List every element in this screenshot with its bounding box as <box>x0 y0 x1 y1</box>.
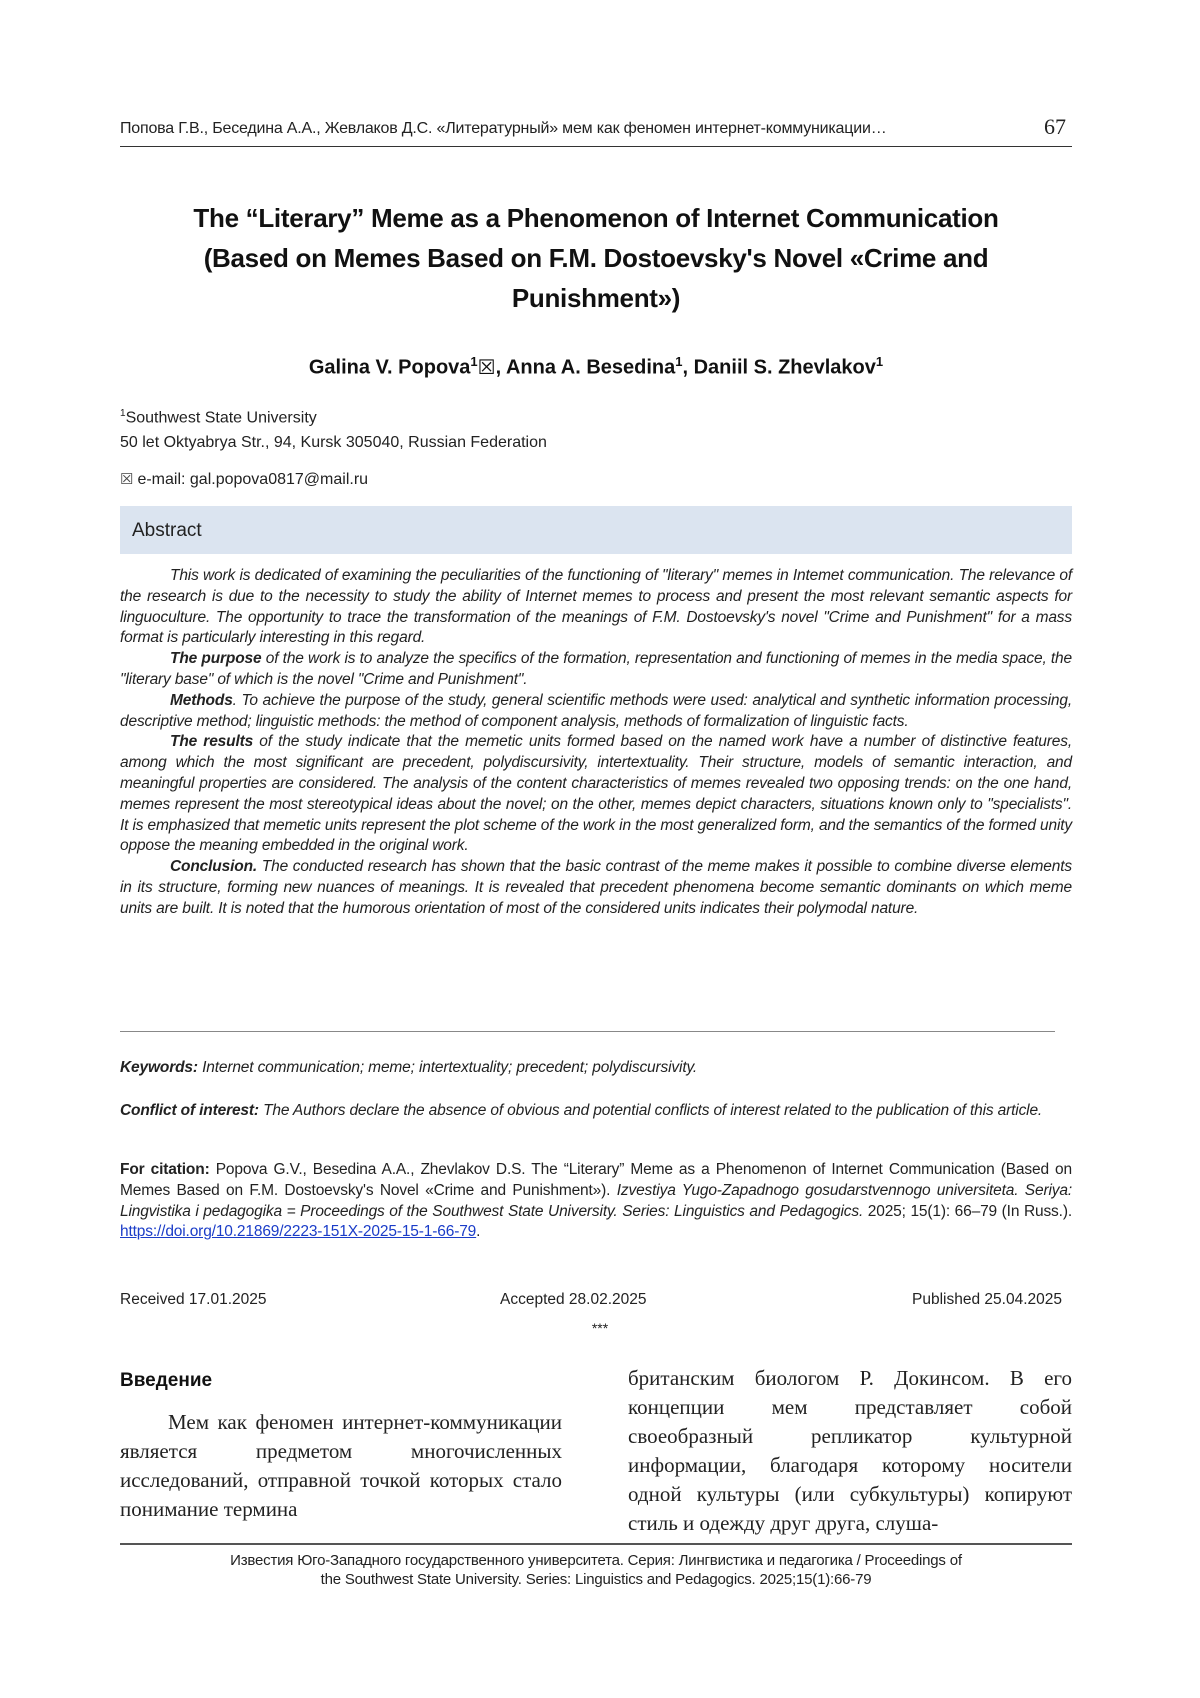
title-line-3: Punishment») <box>511 283 681 313</box>
author-affiliation-sup: 1 <box>875 354 884 369</box>
publication-dates <box>120 1291 1072 1313</box>
abstract-methods <box>120 691 1072 733</box>
author-list: Galina V. Popova$^1$☒, Anna A. Besedina$^1$, Daniil S. Zhevlakov$^1$ <box>308 354 884 379</box>
affiliation-sup: 1 <box>120 408 126 419</box>
citation-label: For citation: <box>120 1161 210 1178</box>
page-number: 67 <box>1044 114 1066 139</box>
abstract-purpose <box>120 649 1072 691</box>
citation-plain: Popova G.V., Besedina A.A., Zhevlakov D.S. The “Literary” Meme as a Phenomenon of Internet Communication (Based on Memes Based on F.M. Dostoevsky's Novel «Crime and Punishment»). <box>120 1161 1072 1199</box>
conclusion-text: The conducted research has shown that the basic contrast of the meme makes it possible to combine diverse elements in its structure, forming new nuances of meanings. It is revealed that precedent phenomena become semantic dominants on which meme units are built. It is noted that the humorous orientation of most of the considered units indicates their polymodal nature. <box>120 858 1072 917</box>
introduction-left-column: Мем как феномен интернет-коммуникации является предметом многочисленных исследований, отправной точкой которых стало понимание термина <box>120 1410 562 1521</box>
institution-name: Southwest State University <box>125 409 317 427</box>
envelope-icon: ☒ <box>120 471 134 488</box>
doi-link[interactable]: https://doi.org/10.21869/2223-151X-2025-15-1-66-79 <box>120 1223 477 1241</box>
email-line <box>120 470 368 489</box>
email-text[interactable]: e-mail: gal.popova0817@mail.ru <box>137 471 369 488</box>
citation-block <box>120 1160 1072 1243</box>
conclusion-label: Conclusion. <box>170 858 258 876</box>
affiliation-institution <box>120 408 317 427</box>
published-date: Published 25.04.2025 <box>912 1291 1062 1308</box>
journal-footer <box>120 1551 1072 1589</box>
citation-details: 2025; 15(1): 66–79 (In Russ.). <box>863 1202 1072 1220</box>
citation-end: . <box>476 1223 481 1241</box>
keywords <box>120 1058 1072 1079</box>
footer-line-2: the Southwest State University. Series: Linguistics and Pedagogics. 2025;15(1):66-79 <box>320 1571 872 1588</box>
conflict-label: Conflict of interest: <box>120 1102 259 1119</box>
purpose-label: The purpose <box>170 650 262 668</box>
received-date: Received 17.01.2025 <box>120 1291 267 1308</box>
author-affiliation-sup: 1 <box>470 354 478 369</box>
abstract-heading: Abstract <box>132 520 202 541</box>
results-text: of the study indicate that the memetic units formed based on the named work have a number of distinctive features, among which the most significant are precedent, polydiscursivity, intertextuality. Their structure, models of semantic interaction, and meaningful properties are considered. The analysis of the content characteristics of memes revealed two opposing trends: on the one hand, memes represent the most stereotypical ideas about the novel; on the other, memes depict characters, situations known only to "specialists". It is emphasized that memetic units represent the plot scheme of the work in the most generalized form, and the semantics of the formed unity oppose the meaning embedded in the original work. <box>120 733 1072 855</box>
running-header <box>120 116 1072 147</box>
title-line-1: The “Literary” Meme as a Phenomenon of Internet Communication <box>193 203 999 233</box>
methods-label: Methods <box>170 691 233 709</box>
keywords-label: Keywords: <box>120 1059 198 1076</box>
abstract-results <box>120 732 1072 857</box>
author-name: Anna A. Besedina <box>505 356 676 379</box>
author-name: Galina V. Popova <box>308 356 471 379</box>
conflict-text: The Authors declare the absence of obvious and potential conflicts of interest related to the publication of this article. <box>258 1102 1043 1119</box>
author-affiliation-sup: 1 <box>675 354 683 369</box>
introduction-heading: Введение <box>120 1370 213 1391</box>
footer-line-1: Известия Юго-Западного государственного университета. Серия: Лингвистика и педагогика / Proceedings of <box>230 1552 962 1569</box>
affiliation-address: 50 let Oktyabrya Str., 94, Kursk 305040, Russian Federation <box>120 434 547 451</box>
purpose-text: of the work is to analyze the specifics of the formation, representation and functioning of memes in the media space, the "literary base" of which is the novel "Crime and Punishment". <box>120 650 1072 688</box>
conflict-of-interest <box>120 1101 1072 1122</box>
author-name: Daniil S. Zhevlakov <box>693 356 876 379</box>
introduction-right-column: британским биологом Р. Докинсом. В его концепции мем представляет собой своеобразный репликатор культурной информации, благодаря которому носители одной культуры (или субкультуры) копируют стиль и одежду друг друга, слуша- <box>628 1366 1072 1535</box>
abstract-conclusion <box>120 857 1072 919</box>
abstract-heading-band <box>120 506 1072 554</box>
abstract-intro: This work is dedicated of examining the peculiarities of the functioning of "literary" memes in Intemet communication. The relevance of the research is due to the necessity to study the ability of Internet memes to process and present the most relevant semantic aspects for linguoculture. The opportunity to trace the transformation of the meanings of F.M. Dostoevsky's novel "Crime and Punishment" for a mass format is particularly interesting in this regard. <box>120 567 1072 647</box>
title-line-2: (Based on Memes Based on F.M. Dostoevsky's Novel «Crime and <box>203 243 989 273</box>
article-title <box>120 198 1072 318</box>
envelope-icon: ☒ <box>477 356 496 379</box>
keywords-text: Internet communication; meme; intertextuality; precedent; polydiscursivity. <box>197 1059 698 1076</box>
methods-text: . To achieve the purpose of the study, general scientific methods were used: analytical and synthetic information processing, descriptive method; linguistic methods: the method of component analysis, methods of formalization of linguistic facts. <box>120 691 1072 730</box>
section-separator: *** <box>591 1320 609 1336</box>
footer-divider <box>120 1543 1072 1545</box>
abstract-body <box>120 566 1072 920</box>
abstract-divider <box>120 1031 1055 1032</box>
citation-journal: Izvestiya Yugo-Zapadnogo gosudarstvennogo universiteta. Seriya: Lingvistika i pedagogika = Proceedings of the Southwest State University. Series: Linguistics and Pedagogics. <box>120 1181 1072 1220</box>
results-label: The results <box>170 733 254 751</box>
running-header-text: Попова Г.В., Беседина А.А., Жевлаков Д.С. «Литературный» мем как феномен интернет-коммуникации… <box>120 120 887 137</box>
accepted-date: Accepted 28.02.2025 <box>500 1291 647 1308</box>
